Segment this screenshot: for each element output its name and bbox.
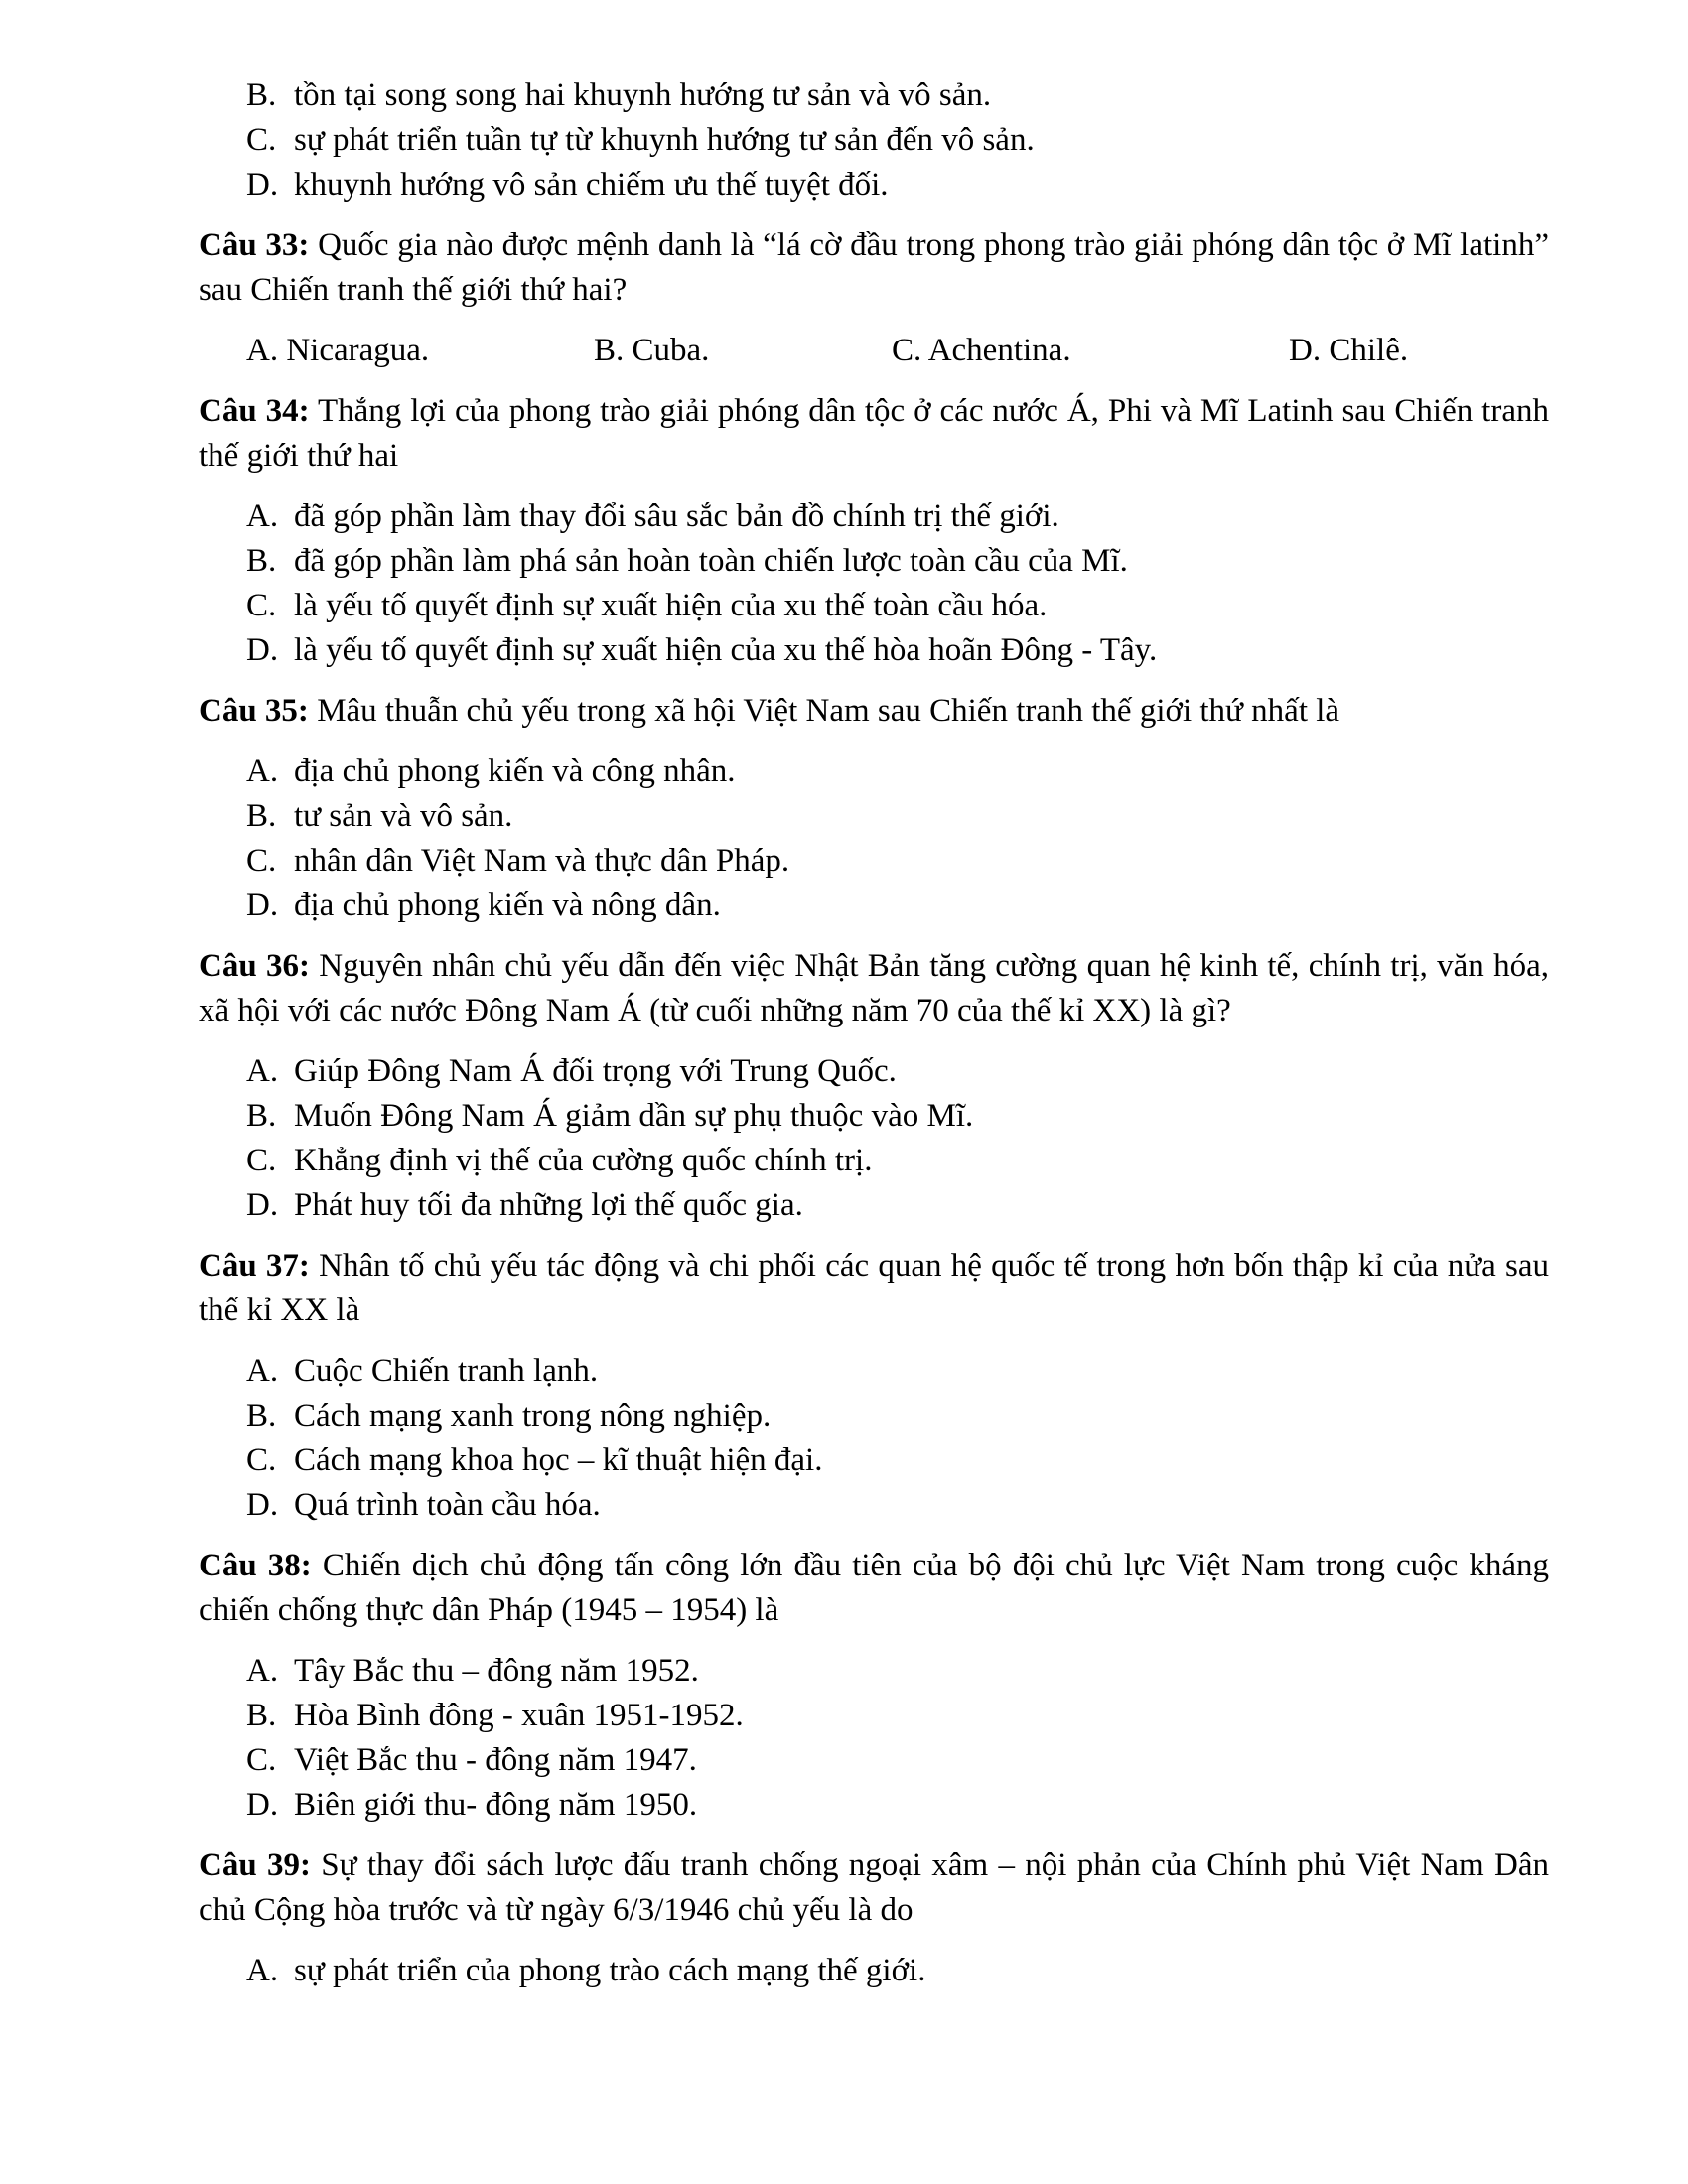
- option-c: C. nhân dân Việt Nam và thực dân Pháp.: [246, 843, 790, 879]
- question-36-options: [199, 1049, 1549, 1228]
- option-d: D. Chilê.: [1289, 333, 1409, 368]
- option-a: A. địa chủ phong kiến và công nhân.: [246, 753, 736, 789]
- question-38: [199, 1544, 1549, 1633]
- option-a: A. đã góp phần làm thay đổi sâu sắc bản đồ chính trị thế giới.: [246, 498, 1059, 534]
- exam-page: [199, 73, 1549, 1993]
- option-b: B. Cuba.: [594, 333, 710, 368]
- option-a: A. sự phát triển của phong trào cách mạng thế giới.: [246, 1953, 926, 1988]
- option-c: C. Việt Bắc thu - đông năm 1947.: [246, 1742, 697, 1778]
- question-number: Câu 37:: [199, 1248, 310, 1284]
- question-36: [199, 944, 1549, 1033]
- question-37-options: [199, 1349, 1549, 1528]
- option-c: C. Khẳng định vị thế của cường quốc chính trị.: [246, 1143, 873, 1178]
- option-a: A. Tây Bắc thu – đông năm 1952.: [246, 1653, 699, 1689]
- option-b: B. tồn tại song song hai khuynh hướng tư sản và vô sản.: [246, 77, 992, 113]
- question-35-options: [199, 750, 1549, 928]
- question-number: Câu 39:: [199, 1847, 311, 1883]
- option-b: B. Hòa Bình đông - xuân 1951-1952.: [246, 1698, 744, 1733]
- option-c: C. Cách mạng khoa học – kĩ thuật hiện đại.: [246, 1442, 823, 1478]
- question-text: Mâu thuẫn chủ yếu trong xã hội Việt Nam sau Chiến tranh thế giới thứ nhất là: [308, 693, 1340, 729]
- question-text: Chiến dịch chủ động tấn công lớn đầu tiên của bộ đội chủ lực Việt Nam trong cuộc kháng chiến chống thực dân Pháp (1945 – 1954) là: [199, 1548, 1549, 1628]
- question-text: Quốc gia nào được mệnh danh là “lá cờ đầu trong phong trào giải phóng dân tộc ở Mĩ latinh” sau Chiến tranh thế giới thứ hai?: [199, 227, 1549, 308]
- option-d: D. Phát huy tối đa những lợi thế quốc gia.: [246, 1187, 803, 1223]
- question-text: Nhân tố chủ yếu tác động và chi phối các quan hệ quốc tế trong hơn bốn thập kỉ của nửa sau thế kỉ XX là: [199, 1248, 1549, 1328]
- question-33-options: [199, 329, 1549, 373]
- prev-question-options: [199, 73, 1549, 207]
- question-39-options: [199, 1949, 1549, 1993]
- option-c: C. Achentina.: [892, 333, 1071, 368]
- option-b: B. Muốn Đông Nam Á giảm dần sự phụ thuộc vào Mĩ.: [246, 1098, 974, 1134]
- option-a: A. Giúp Đông Nam Á đối trọng với Trung Quốc.: [246, 1053, 897, 1089]
- question-number: Câu 33:: [199, 227, 310, 263]
- option-b: B. Cách mạng xanh trong nông nghiệp.: [246, 1398, 772, 1433]
- option-b: B. tư sản và vô sản.: [246, 798, 513, 834]
- option-a: A. Cuộc Chiến tranh lạnh.: [246, 1353, 599, 1389]
- question-text: Thắng lợi của phong trào giải phóng dân tộc ở các nước Á, Phi và Mĩ Latinh sau Chiến tranh thế giới thứ hai: [199, 393, 1549, 474]
- question-number: Câu 36:: [199, 948, 310, 984]
- question-35: [199, 689, 1549, 734]
- option-d: D. khuynh hướng vô sản chiếm ưu thế tuyệt đối.: [246, 167, 889, 203]
- option-d: D. Biên giới thu- đông năm 1950.: [246, 1787, 698, 1823]
- question-34-options: [199, 494, 1549, 673]
- option-b: B. đã góp phần làm phá sản hoàn toàn chiến lược toàn cầu của Mĩ.: [246, 543, 1128, 579]
- question-39: [199, 1843, 1549, 1933]
- option-d: D. Quá trình toàn cầu hóa.: [246, 1487, 601, 1523]
- option-c: C. là yếu tố quyết định sự xuất hiện của xu thế toàn cầu hóa.: [246, 588, 1048, 623]
- question-38-options: [199, 1649, 1549, 1828]
- question-number: Câu 38:: [199, 1548, 312, 1583]
- option-c: C. sự phát triển tuần tự từ khuynh hướng tư sản đến vô sản.: [246, 122, 1035, 158]
- question-number: Câu 34:: [199, 393, 310, 429]
- option-d: D. là yếu tố quyết định sự xuất hiện của xu thế hòa hoãn Đông - Tây.: [246, 632, 1158, 668]
- option-a: A. Nicaragua.: [246, 333, 430, 368]
- question-33: [199, 223, 1549, 313]
- question-37: [199, 1244, 1549, 1333]
- question-34: [199, 389, 1549, 478]
- question-text: Nguyên nhân chủ yếu dẫn đến việc Nhật Bản tăng cường quan hệ kinh tế, chính trị, văn hóa, xã hội với các nước Đông Nam Á (từ cuối những năm 70 của thế kỉ XX) là gì?: [199, 948, 1549, 1028]
- question-number: Câu 35:: [199, 693, 309, 729]
- option-d: D. địa chủ phong kiến và nông dân.: [246, 887, 721, 923]
- question-text: Sự thay đổi sách lược đấu tranh chống ngoại xâm – nội phản của Chính phủ Việt Nam Dân chủ Cộng hòa trước và từ ngày 6/3/1946 chủ yếu là do: [199, 1847, 1549, 1928]
